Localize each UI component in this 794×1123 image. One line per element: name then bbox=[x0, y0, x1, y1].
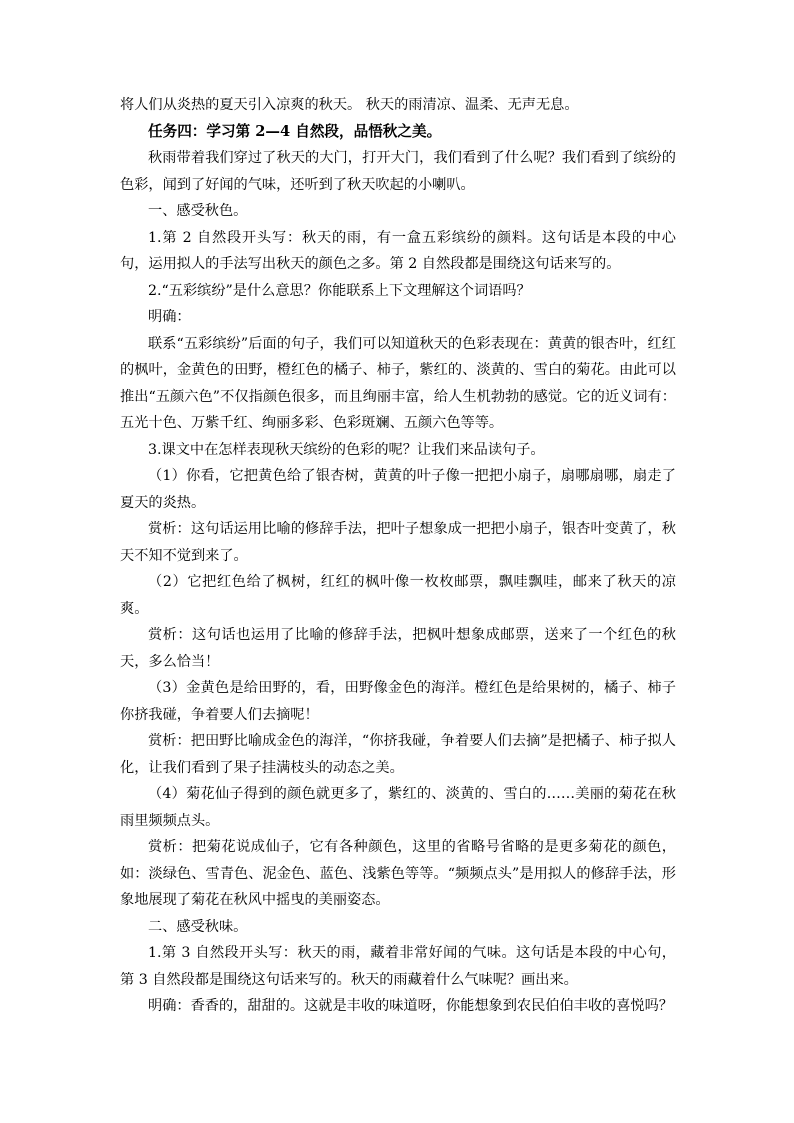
task-heading: 任务四：学习第 2—4 自然段，品悟秋之美。 bbox=[148, 122, 442, 140]
appreciation-4: 赏析：把菊花说成仙子，它有各种颜色，这里的省略号省略的是更多菊花的颜色，如：淡绿色、雪青色、泥金色、蓝色、浅紫色等等。“频频点头”是用拟人的修辞手法，形象地展现了菊花在秋风中摇曳的美丽姿态。 bbox=[120, 839, 676, 908]
clarify-paragraph: 联系“五彩缤纷”后面的句子，我们可以知道秋天的色彩表现在：黄黄的银杏叶，红红的枫叶，金黄色的田野，橙红色的橘子、柿子，紫红的、淡黄的、雪白的菊花。由此可以推出“五颜六色”不仅指颜色很多，而且绚丽丰富，给人生机勃勃的感觉。它的近义词有：五光十色、万紫千红、绚丽多彩、色彩斑斓、五颜六色等等。 bbox=[120, 335, 676, 431]
smell-point-1: 1.第 3 自然段开头写：秋天的雨，藏着非常好闻的气味。这句话是本段的中心句，第 3 自然段都是围绕这句话来写的。秋天的雨藏着什么气味呢？画出来。 bbox=[120, 945, 676, 988]
section-heading-autumn-smell: 二、感受秋味。 bbox=[148, 918, 248, 935]
point-3: 3.课文中在怎样表现秋天缤纷的色彩的呢？让我们来品读句子。 bbox=[148, 441, 545, 458]
point-2: 2.“五彩缤纷”是什么意思？你能联系上下文理解这个词语吗？ bbox=[148, 282, 531, 299]
appreciation-1: 赏析：这句话运用比喻的修辞手法，把叶子想象成一把把小扇子，银杏叶变黄了，秋天不知不觉到来了。 bbox=[120, 521, 676, 564]
sentence-3: （3）金黄色是给田野的，看，田野像金色的海洋。橙红色是给果树的，橘子、柿子你挤我碰，争着要人们去摘呢！ bbox=[120, 680, 676, 723]
clarify-label: 明确： bbox=[148, 309, 191, 325]
sentence-2: （2）它把红色给了枫树，红红的枫叶像一枚枚邮票，飘哇飘哇，邮来了秋天的凉爽。 bbox=[120, 574, 676, 617]
smell-clarify: 明确：香香的，甜甜的。这就是丰收的味道呀，你能想象到农民伯伯丰收的喜悦吗？ bbox=[148, 998, 673, 1014]
appreciation-2: 赏析：这句话也运用了比喻的修辞手法，把枫叶想象成邮票，送来了一个红色的秋天，多么恰当！ bbox=[120, 627, 676, 670]
point-1: 1.第 2 自然段开头写：秋天的雨，有一盒五彩缤纷的颜料。这句话是本段的中心句，运用拟人的手法写出秋天的颜色之多。第 2 自然段都是围绕这句话来写的。 bbox=[120, 229, 676, 272]
sentence-4: （4）菊花仙子得到的颜色就更多了，紫红的、淡黄的、雪白的……美丽的菊花在秋雨里频频点头。 bbox=[120, 786, 676, 829]
document-body bbox=[120, 92, 676, 1020]
paragraph-continuation: 将人们从炎热的夏天引入凉爽的秋天。 秋天的雨清凉、温柔、无声无息。 bbox=[120, 97, 579, 113]
section-heading-autumn-color: 一、感受秋色。 bbox=[148, 203, 248, 219]
sentence-1: （1）你看，它把黄色给了银杏树，黄黄的叶子像一把把小扇子，扇哪扇哪，扇走了夏天的炎热。 bbox=[120, 468, 676, 511]
appreciation-3: 赏析：把田野比喻成金色的海洋，“你挤我碰，争着要人们去摘”是把橘子、柿子拟人化，让我们看到了果子挂满枝头的动态之美。 bbox=[120, 733, 676, 776]
intro-paragraph: 秋雨带着我们穿过了秋天的大门，打开大门，我们看到了什么呢？我们看到了缤纷的色彩，闻到了好闻的气味，还听到了秋天吹起的小喇叭。 bbox=[120, 150, 676, 193]
